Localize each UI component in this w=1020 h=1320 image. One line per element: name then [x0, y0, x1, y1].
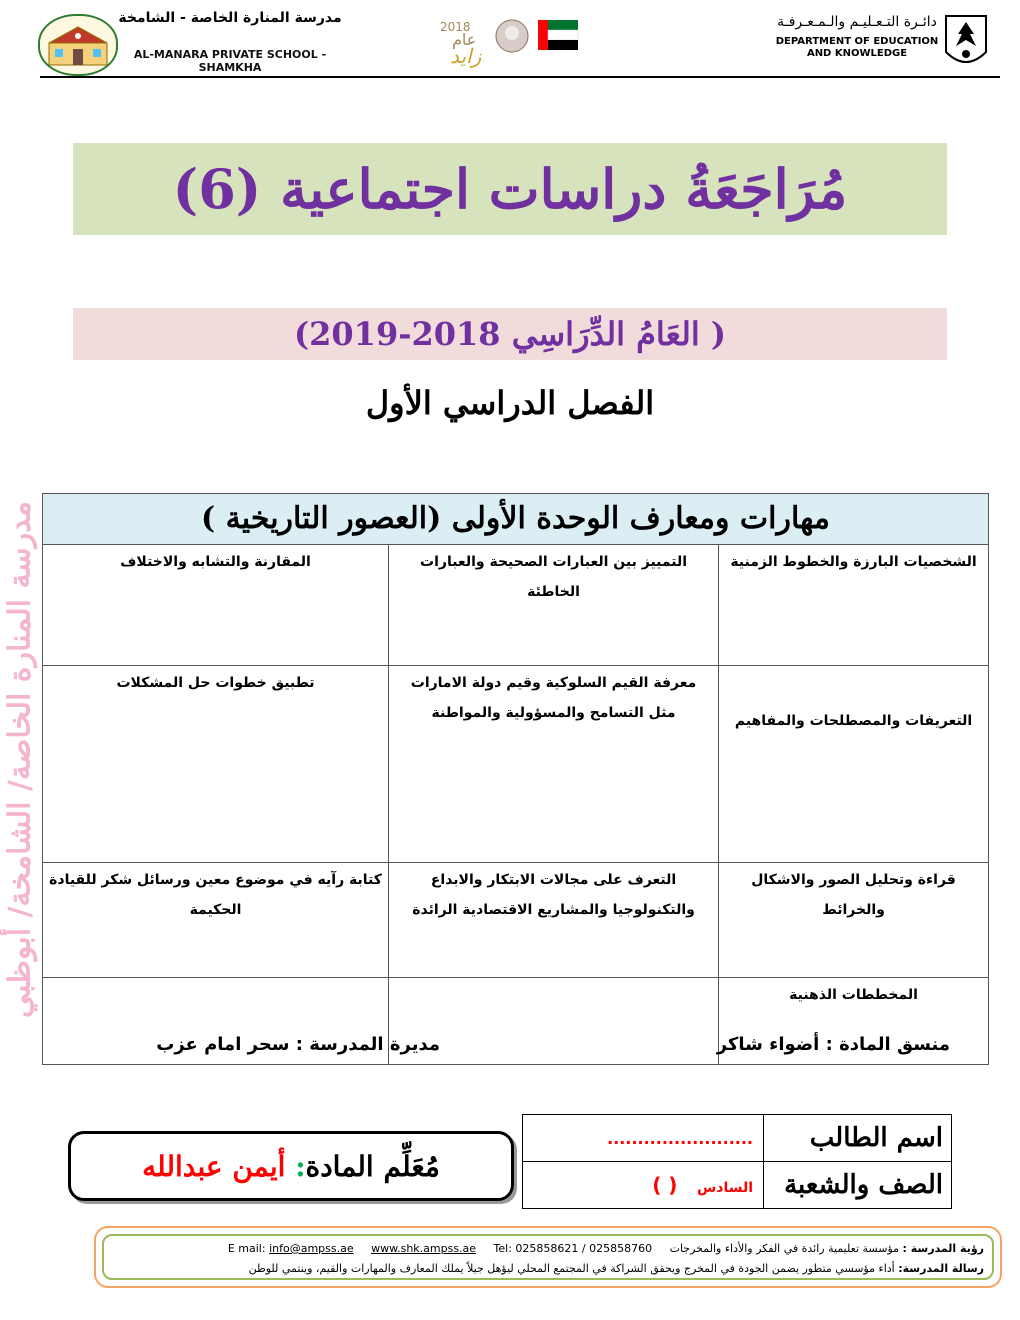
mission-label: رسالة المدرسة: — [898, 1262, 984, 1275]
footer-inner-border — [102, 1234, 994, 1280]
vision-text: مؤسسة تعليمية رائدة في الفكر والأداء والمخرجات — [669, 1242, 900, 1255]
school-crest — [38, 14, 118, 76]
website-link[interactable]: www.shk.ampss.ae — [371, 1242, 477, 1255]
teacher-colon: : — [295, 1149, 306, 1183]
table-row — [523, 1115, 952, 1162]
class-section-label: الصف والشعبة — [764, 1162, 952, 1209]
section-blank[interactable]: ( ) — [652, 1173, 678, 1197]
teacher-label: مُعَلِّم المادة — [305, 1149, 440, 1183]
footer — [94, 1226, 1002, 1288]
department-en-line1: DEPARTMENT OF EDUCATION — [775, 36, 939, 47]
school-name-arabic: مدرسة المنارة الخاصة - الشامخة — [118, 10, 342, 26]
zayed-name: زايد — [450, 44, 482, 68]
table-cell: الشخصيات البارزة والخطوط الزمنية — [719, 545, 989, 666]
watermark-text: مدرسة المنارة الخاصة/ الشامخة/ أبوظبي — [2, 501, 38, 1018]
table-row — [43, 666, 989, 863]
title-banner — [73, 143, 947, 235]
table-cell: المقارنة والتشابه والاختلاف — [43, 545, 389, 666]
zayed-year-number: 2018 — [440, 20, 471, 34]
subject-coordinator: منسق المادة : أضواء شاكر — [716, 1034, 950, 1055]
academic-year-banner — [73, 308, 947, 360]
term-title: الفصل الدراسي الأول — [365, 384, 655, 422]
table-cell: التعرف على مجالات الابتكار والابداع والتكنولوجيا والمشاريع الاقتصادية الرائدة — [389, 863, 719, 978]
class-section-field[interactable] — [523, 1162, 764, 1209]
footer-vision-line — [104, 1242, 984, 1255]
grade-value: السادس — [696, 1180, 753, 1196]
table-header-row — [43, 494, 989, 545]
school-logo-icon — [43, 19, 113, 71]
table-row — [523, 1162, 952, 1209]
school-principal: مديرة المدرسة : سحر امام عزب — [156, 1034, 440, 1055]
table-cell: المخططات الذهنية — [719, 978, 989, 1065]
student-name-field[interactable]: ........................ — [523, 1115, 764, 1162]
student-info-table — [522, 1114, 952, 1209]
email-label: E mail: — [227, 1242, 266, 1255]
phone-numbers: Tel: 025858621 / 025858760 — [493, 1242, 653, 1255]
department-name-arabic: دائـرة التـعـليـم والـمـعـرفـة — [777, 14, 937, 30]
page-title: مُرَاجَعَةُ دراسات اجتماعية (6) — [172, 157, 848, 221]
table-cell: قراءة وتحليل الصور والاشكال والخرائط — [719, 863, 989, 978]
table-cell: معرفة القيم السلوكية وقيم دولة الامارات مثل التسامح والمسؤولية والمواطنة — [389, 666, 719, 863]
school-name-english: AL-MANARA PRIVATE SCHOOL - SHAMKHA — [133, 48, 327, 74]
department-en-line2: AND KNOWLEDGE — [806, 48, 908, 59]
email-block — [228, 1242, 354, 1255]
table-cell: كتابة رآيه في موضوع معين ورسائل شكر للقيادة الحكيمة — [43, 863, 389, 978]
table-cell: التعريفات والمصطلحات والمفاهيم — [719, 666, 989, 863]
department-name-english — [772, 36, 942, 60]
header-divider — [40, 76, 1000, 78]
table-cell: تطبيق خطوات حل المشكلات — [43, 666, 389, 863]
table-row — [43, 863, 989, 978]
table-row — [43, 545, 989, 666]
teacher-name: أيمن عبدالله — [142, 1149, 286, 1183]
skills-table-heading: مهارات ومعارف الوحدة الأولى (العصور التاريخية ) — [43, 494, 989, 545]
academic-year: ( العَامُ الدِّرَاسِي 2018-2019) — [294, 315, 727, 353]
mission-text: أداء مؤسسي متطور يضمن الجودة في المخرج ويحقق الشراكة في المجتمع المحلي ليؤهل جيلاً يملك المعارف والمهارات والقيم، وينتمي للوطن — [248, 1262, 895, 1275]
year-of-zayed-logo — [420, 14, 580, 68]
zayed-year-word: عام — [452, 30, 477, 49]
footer-mission-line — [104, 1262, 984, 1275]
falcon-emblem — [942, 12, 990, 72]
table-cell: التمييز بين العبارات الصحيحة والعبارات الخاطئة — [389, 545, 719, 666]
vision-label: رؤية المدرسة : — [902, 1242, 984, 1255]
skills-table — [42, 493, 989, 1065]
falcon-emblem-icon — [942, 12, 990, 72]
student-name-label: اسم الطالب — [764, 1115, 952, 1162]
teacher-box — [68, 1131, 514, 1201]
email-link[interactable]: info@ampss.ae — [269, 1242, 354, 1255]
